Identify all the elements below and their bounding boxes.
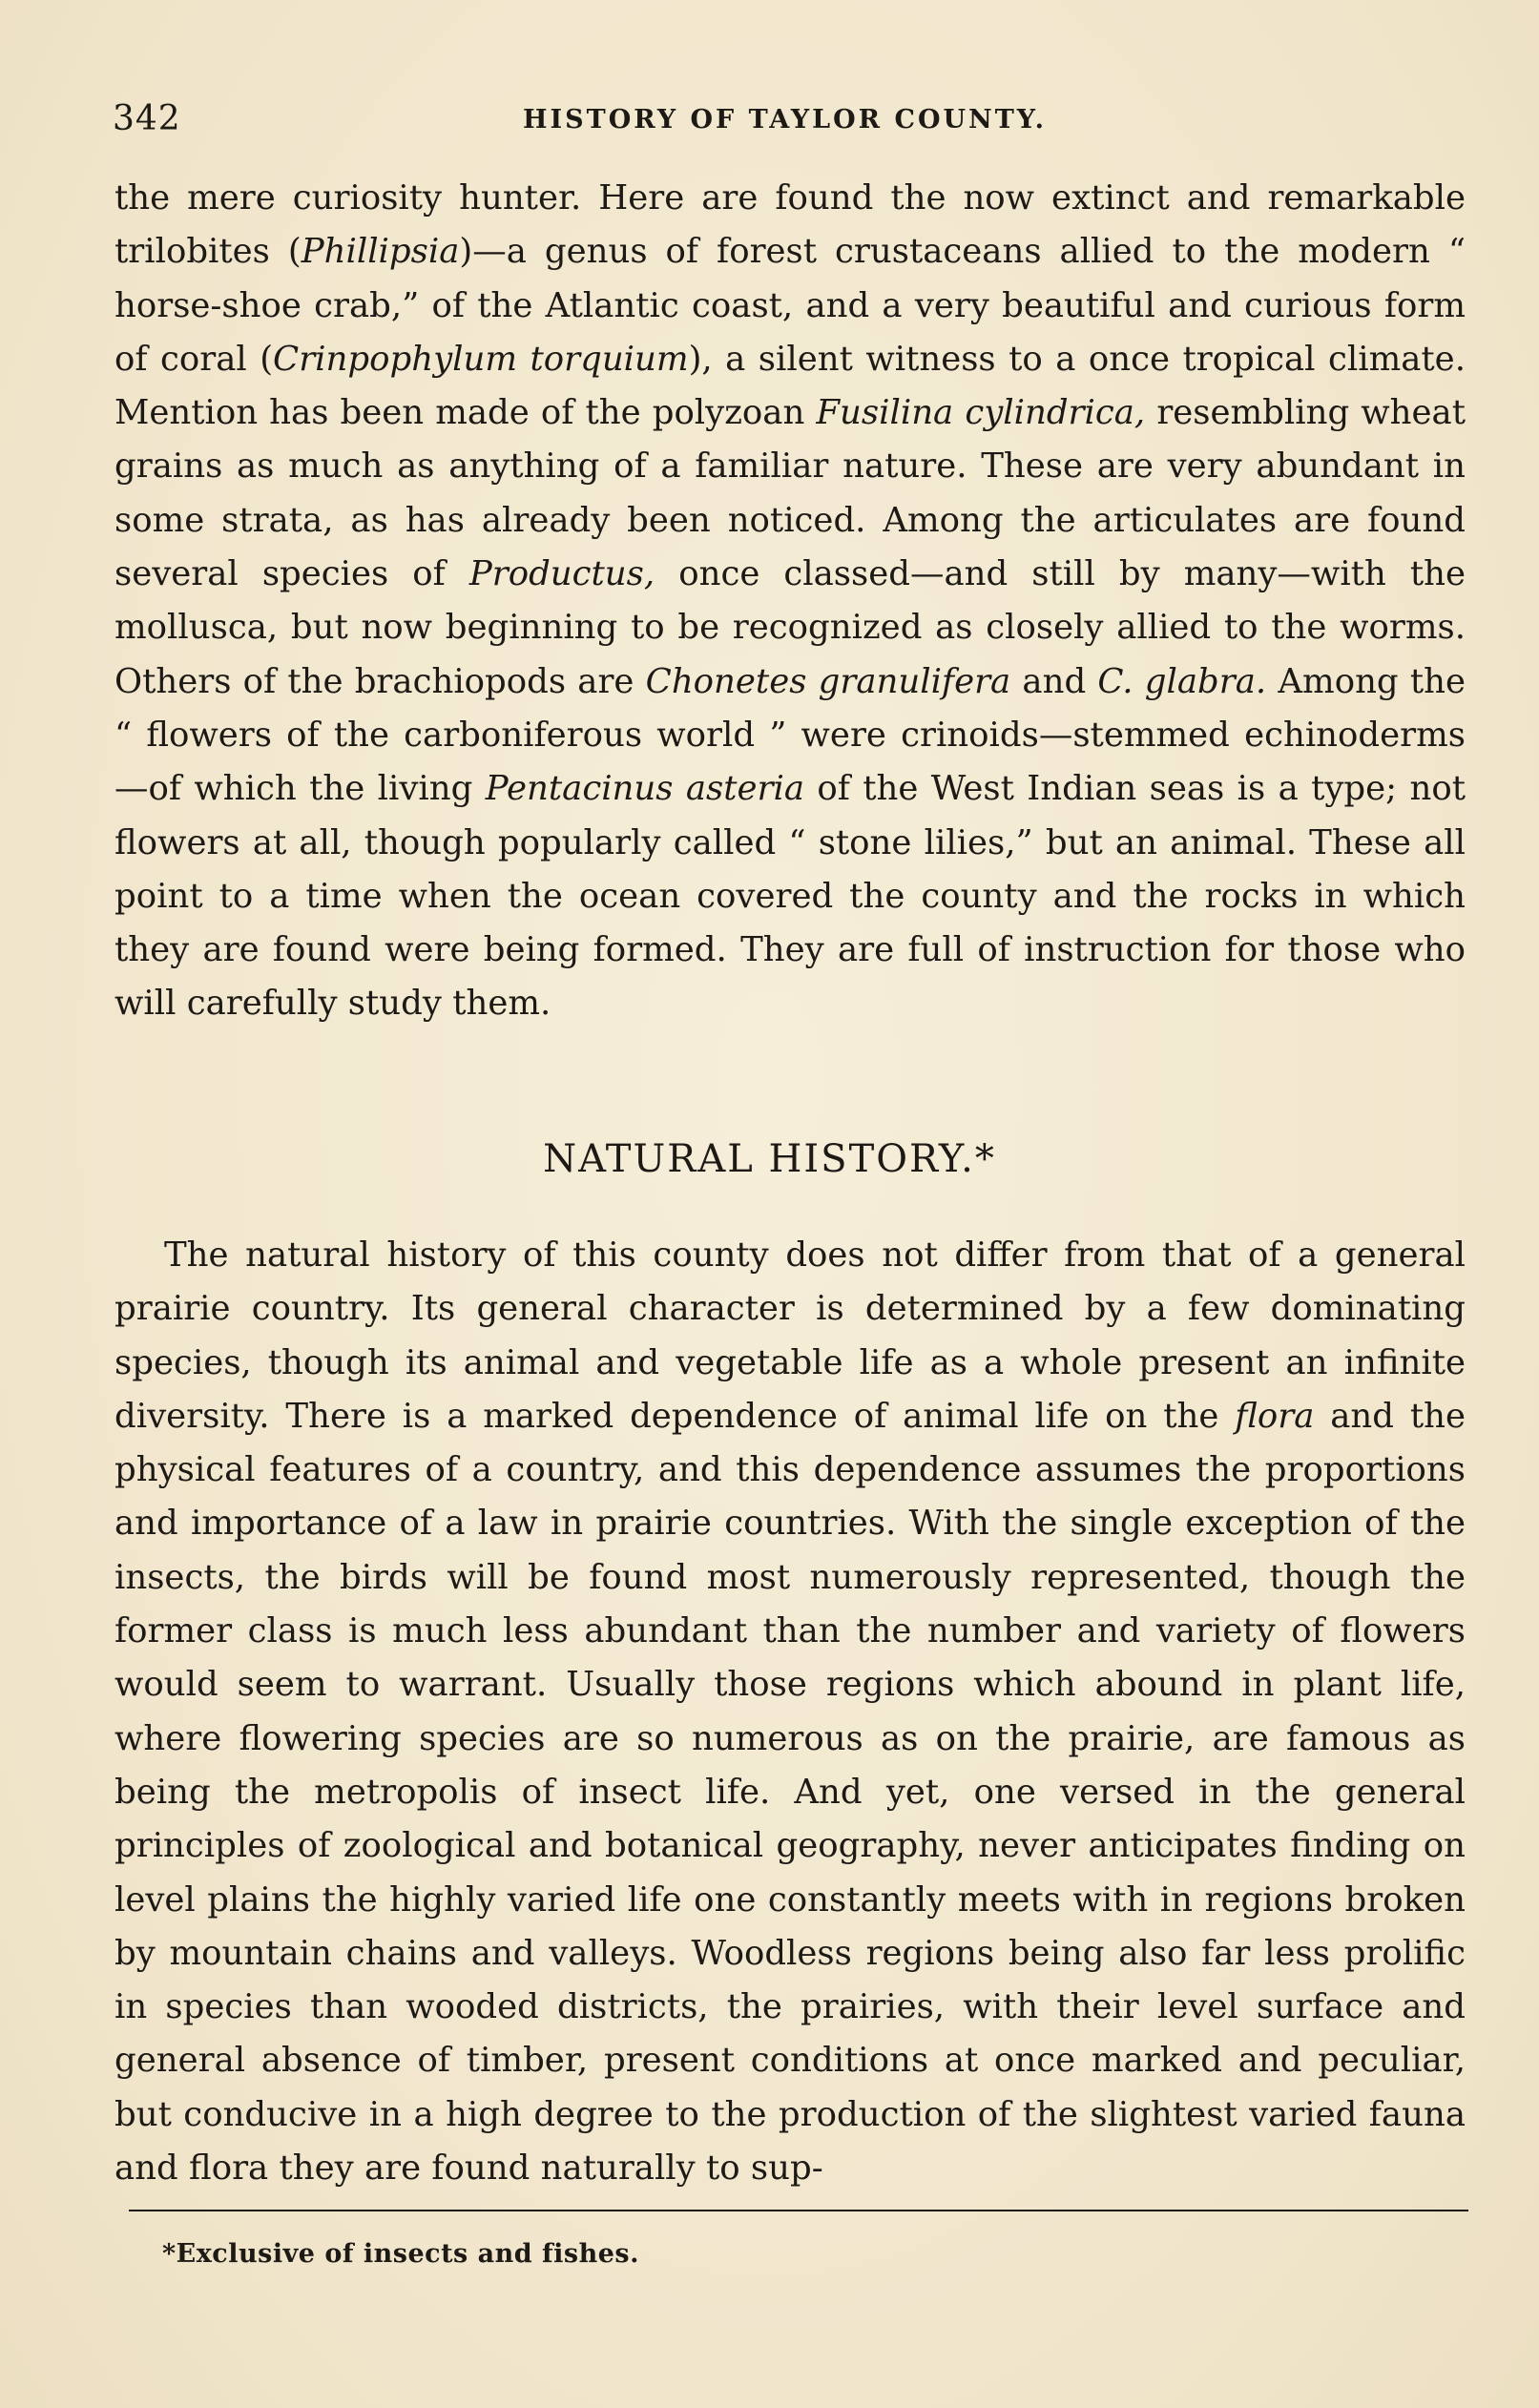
text-run: the mere curiosity hunter. Here are found the now extinct and remarkable trilobites ( bbox=[114, 178, 1466, 272]
text-run: Among the “ flowers of the carboniferous world ” were crinoids—stemmed echinoderms—of which the living bbox=[114, 661, 1466, 809]
paragraph-geology-text bbox=[114, 172, 1466, 1031]
italic-taxon: C. glabra. bbox=[1097, 661, 1267, 701]
text-run: resembling wheat grains as much as anything of a familiar nature. These are very abundant in some strata, as has already been noticed. Among the articulates are found several species of bbox=[114, 393, 1466, 594]
text-run: ), a silent witness to a once tropical climate. Mention has been made of the polyzoan bbox=[114, 339, 1466, 433]
text-run: once classed—and still by many—with the mollusca, but now beginning to be recognized as closely allied to the worms. Others of the brachiopods are bbox=[114, 554, 1466, 701]
text-run: The natural history of this county does not differ from that of a general prairie country. Its general character is determined by a few dominating species, though its animal and vegetable life as a whole present an infinite diversity. There is a marked dependence of animal life on the bbox=[114, 1235, 1466, 1436]
italic-taxon: Chonetes granulifera bbox=[645, 661, 1011, 701]
text-run: and bbox=[1010, 661, 1098, 701]
text-run: and the physical features of a country, and this dependence assumes the proportions and importance of a law in prairie countries. With the single exception of the insects, the birds will be found most numerously represented, though the former class is much less abundant than the number and variety of flowers would seem to warrant. Usually those regions which abound in plant life, where flowering species are so numerous as on the prairie, are famous as being the metropolis of insect life. And yet, one versed in the general principles of zoological and botanical geography, never anticipates finding on level plains the highly varied life one constantly meets with in regions broken by mountain chains and valleys. Woodless regions being also far less prolific in species than wooded districts, the prairies, with their level surface and general absence of timber, present conditions at once marked and peculiar, but conducive in a high degree to the production of the slightest varied fauna and flora they are found naturally to sup- bbox=[114, 1396, 1466, 2189]
italic-taxon: Pentacinus asteria bbox=[485, 769, 805, 809]
text-run: )—a genus of forest crustaceans allied to the modern “ horse-shoe crab,” of the Atlantic coast, and a very beautiful and curious form of coral ( bbox=[114, 232, 1466, 379]
text-run: of the West Indian seas is a type; not flowers at all, though popularly called “ stone lilies,” but an animal. These all point to a time when the ocean covered the county and the rocks in which they are found were being formed. They are full of instruction for those who will carefully study them. bbox=[114, 769, 1466, 1024]
italic-taxon: Phillipsia bbox=[301, 232, 460, 272]
paragraph-geology bbox=[114, 172, 1466, 1031]
paragraph-natural-history-text bbox=[114, 1229, 1466, 2195]
page-header bbox=[113, 99, 1467, 137]
section-heading: NATURAL HISTORY.* bbox=[543, 1137, 996, 1181]
italic-taxon: Crinpophylum torquium bbox=[273, 339, 689, 379]
footnote: *Exclusive of insects and fishes. bbox=[162, 2239, 640, 2269]
italic-term: flora bbox=[1235, 1396, 1315, 1436]
running-head: HISTORY OF TAYLOR COUNTY. bbox=[523, 105, 1047, 135]
page-number: 342 bbox=[113, 99, 181, 138]
italic-taxon: Fusilina cylindrica, bbox=[816, 393, 1146, 433]
footnote-rule bbox=[129, 2210, 1468, 2211]
italic-taxon: Productus, bbox=[468, 554, 655, 594]
paragraph-natural-history bbox=[114, 1229, 1466, 2195]
